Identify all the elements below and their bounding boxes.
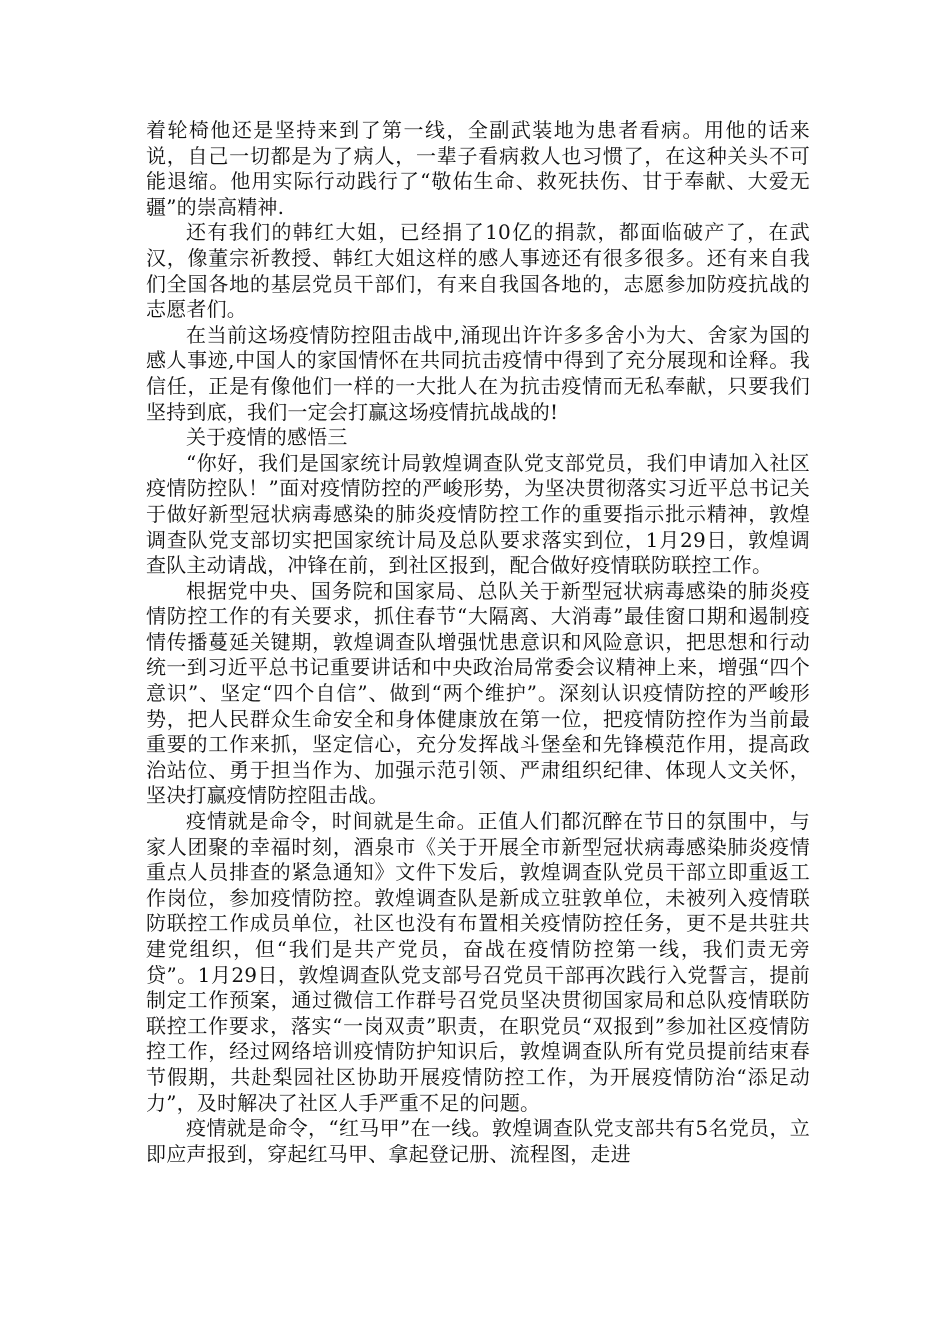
paragraph: 在当前这场疫情防控阻击战中,涌现出许许多多舍小为大、舍家为国的感人事迹,中国人的家国情怀在共同抗击疫情中得到了充分展现和诠释。我信任，正是有像他们一样的一大批人在为抗击疫情而无私奉献，只要我们坚持到底，我们一定会打赢这场疫情抗战战的! xyxy=(146,322,810,424)
document-body xyxy=(146,118,810,1167)
paragraph: 疫情就是命令，“红马甲”在一线。敦煌调查队党支部共有5名党员，立即应声报到，穿起红马甲、拿起登记册、流程图，走进 xyxy=(146,1116,810,1166)
paragraph: 还有我们的韩红大姐，已经捐了10亿的捐款，都面临破产了，在武汉，像董宗祈教授、韩红大姐这样的感人事迹还有很多很多。还有来自我们全国各地的基层党员干部们，有来自我国各地的，志愿参加防疫抗战的志愿者们。 xyxy=(146,220,810,322)
paragraph: 疫情就是命令，时间就是生命。正值人们都沉醉在节日的氛围中，与家人团聚的幸福时刻，酒泉市《关于开展全市新型冠状病毒感染肺炎疫情重点人员排查的紧急通知》文件下发后，敦煌调查队党员干部立即重返工作岗位，参加疫情防控。敦煌调查队是新成立驻敦单位，未被列入疫情联防联控工作成员单位，社区也没有布置相关疫情防控任务，更不是共驻共建党组织，但“我们是共产党员，奋战在疫情防控第一线，我们责无旁贷”。1月29日，敦煌调查队党支部号召党员干部再次践行入党誓言，提前制定工作预案，通过微信工作群号召党员坚决贯彻国家局和总队疫情联防联控工作要求，落实“一岗双责”职责，在职党员“双报到”参加社区疫情防控工作，经过网络培训疫情防护知识后，敦煌调查队所有党员提前结束春节假期，共赴梨园社区协助开展疫情防控工作，为开展疫情防治“添足动力”，及时解决了社区人手严重不足的问题。 xyxy=(146,809,810,1115)
paragraph: 根据党中央、国务院和国家局、总队关于新型冠状病毒感染的肺炎疫情防控工作的有关要求，抓住春节“大隔离、大消毒”最佳窗口期和遏制疫情传播蔓延关键期，敦煌调查队增强忧患意识和风险意识，把思想和行动统一到习近平总书记重要讲话和中央政治局常委会议精神上来，增强“四个意识”、坚定“四个自信”、做到“两个维护”。深刻认识疫情防控的严峻形势，把人民群众生命安全和身体健康放在第一位，把疫情防控作为当前最重要的工作来抓，坚定信心，充分发挥战斗堡垒和先锋模范作用，提高政治站位、勇于担当作为、加强示范引领、严肃组织纪律、体现人文关怀，坚决打赢疫情防控阻击战。 xyxy=(146,578,810,808)
section-heading: 关于疫情的感悟三 xyxy=(186,425,348,450)
paragraph-continuation: 着轮椅他还是坚持来到了第一线，全副武装地为患者看病。用他的话来说，自己一切都是为了病人，一辈子看病救人也习惯了，在这种关头不可能退缩。他用实际行动践行了“敬佑生命、救死扶伤、甘于奉献、大爱无疆”的崇高精神. xyxy=(146,118,810,219)
paragraph: “你好，我们是国家统计局敦煌调查队党支部党员，我们申请加入社区疫情防控队！”面对疫情防控的严峻形势，为坚决贯彻落实习近平总书记关于做好新型冠状病毒感染的肺炎疫情防控工作的重要指示批示精神，敦煌调查队党支部切实把国家统计局及总队要求落实到位，1月29日，敦煌调查队主动请战，冲锋在前，到社区报到，配合做好疫情联防联控工作。 xyxy=(146,450,810,578)
